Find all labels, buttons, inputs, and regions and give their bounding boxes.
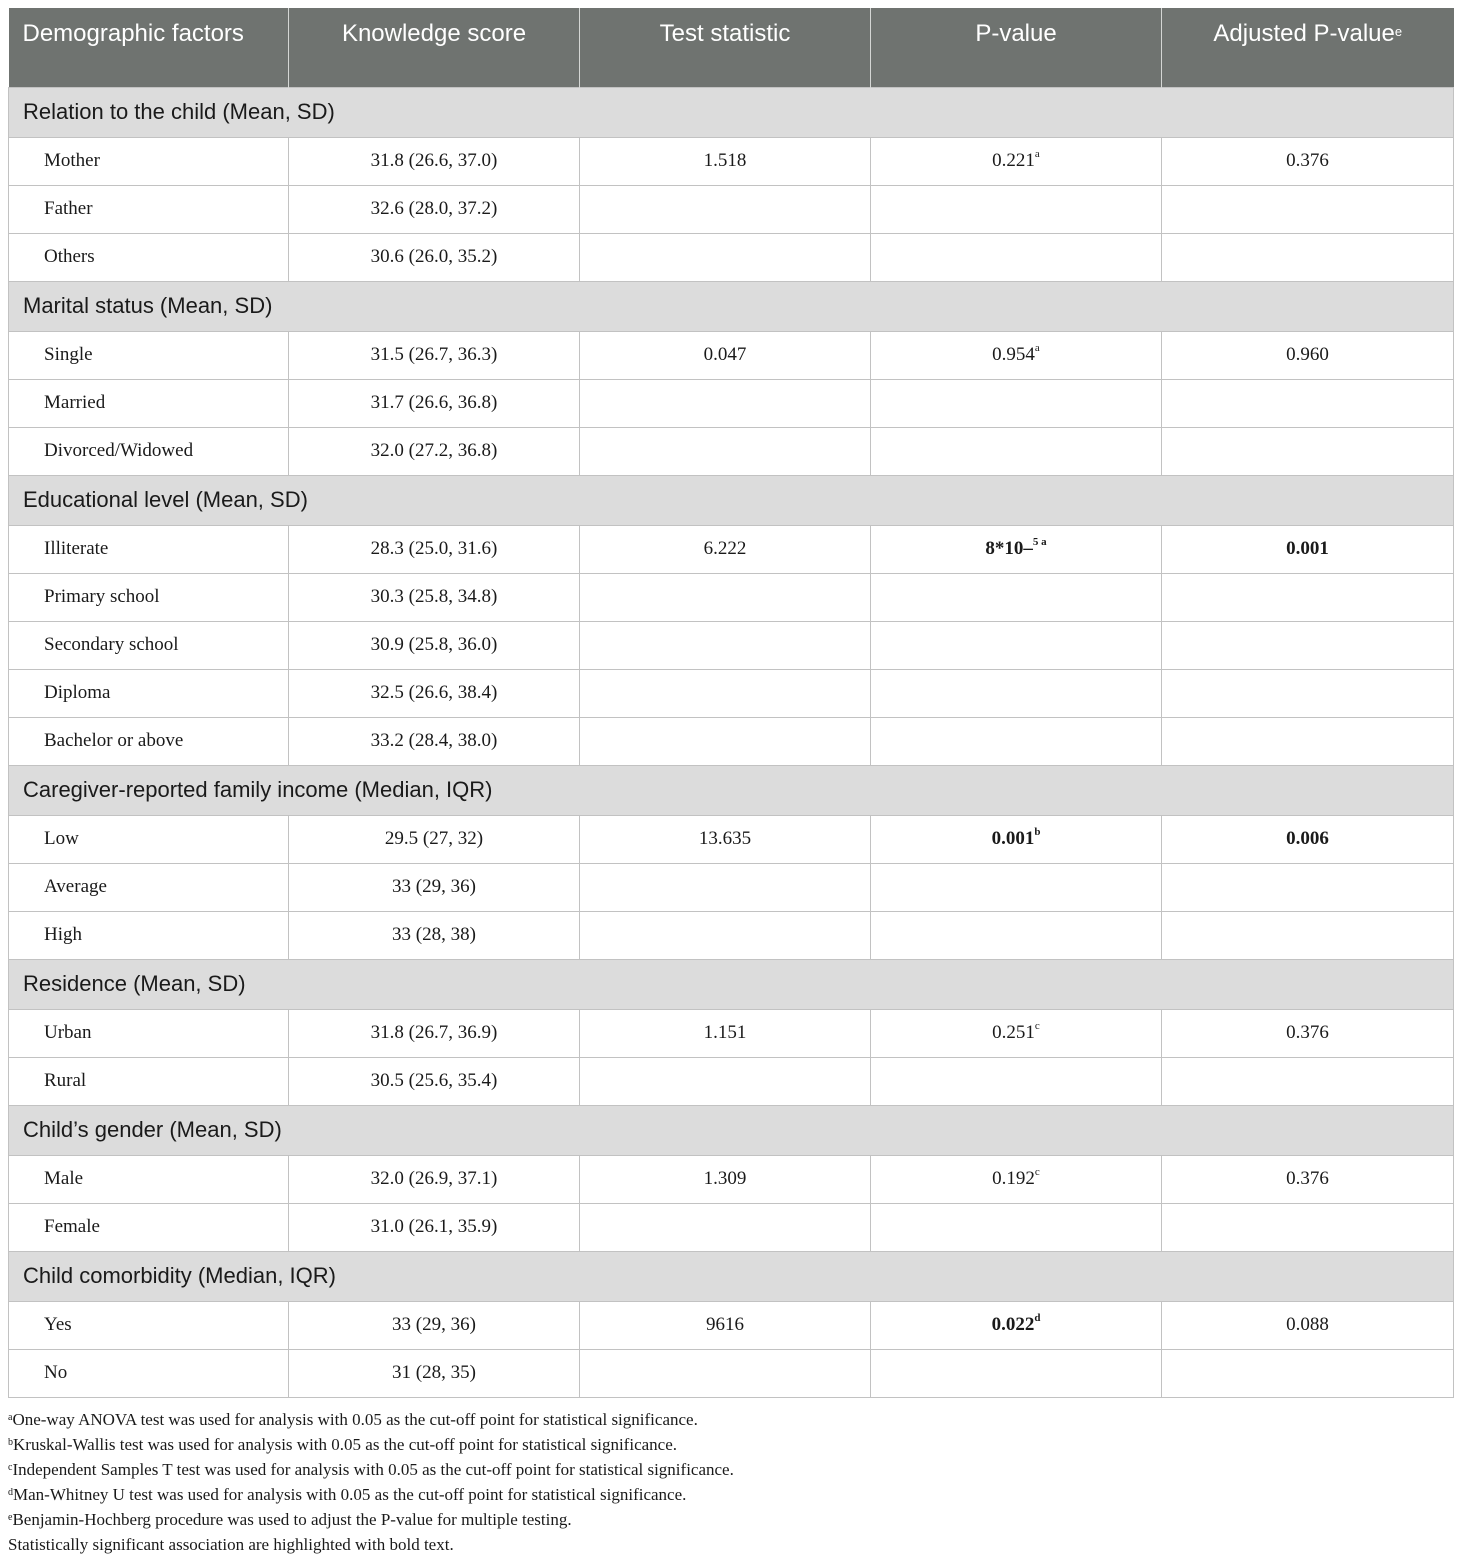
adjusted-p-value-cell: 0.376 [1162, 1155, 1454, 1203]
row-label: Illiterate [9, 525, 289, 573]
row-label: Father [9, 185, 289, 233]
section-header-row [9, 1105, 1454, 1155]
p-value-footnote-mark: 5 a [1032, 536, 1047, 548]
footnotes [8, 1407, 1453, 1557]
knowledge-score-cell: 31.8 (26.6, 37.0) [289, 137, 580, 185]
test-statistic-cell: 0.047 [580, 331, 871, 379]
adjusted-p-value-cell: 0.001 [1162, 525, 1454, 573]
test-statistic-cell [580, 379, 871, 427]
header-demographic-factors: Demographic factors [9, 8, 289, 87]
p-value-cell [871, 1057, 1162, 1105]
table-row [9, 1155, 1454, 1203]
row-label: Average [9, 863, 289, 911]
p-value-footnote-mark: a [1034, 342, 1040, 354]
footnote-text: Independent Samples T test was used for analysis with 0.05 as the cut-off point for statistical significance. [12, 1459, 734, 1479]
adjusted-p-value-cell: 0.088 [1162, 1301, 1454, 1349]
table-row [9, 525, 1454, 573]
p-value-text: 0.251 [992, 1022, 1035, 1043]
footnote-line [8, 1432, 1453, 1457]
section-header-row [9, 475, 1454, 525]
footnote-line [8, 1532, 1453, 1557]
section-title: Caregiver-reported family income (Median, IQR) [9, 765, 1454, 815]
adjusted-p-value-cell [1162, 573, 1454, 621]
table-row [9, 1203, 1454, 1251]
footnote-text: One-way ANOVA test was used for analysis with 0.05 as the cut-off point for statistical significance. [12, 1409, 698, 1429]
knowledge-score-cell: 30.3 (25.8, 34.8) [289, 573, 580, 621]
row-label: Single [9, 331, 289, 379]
test-statistic-cell [580, 1203, 871, 1251]
section-header-row [9, 765, 1454, 815]
p-value-cell [871, 573, 1162, 621]
knowledge-score-cell: 30.9 (25.8, 36.0) [289, 621, 580, 669]
p-value-cell [871, 1349, 1162, 1397]
knowledge-score-cell: 30.6 (26.0, 35.2) [289, 233, 580, 281]
header-adjusted-p-value: Adjusted P-value$^e$ [1162, 8, 1454, 87]
knowledge-score-cell: 31.5 (26.7, 36.3) [289, 331, 580, 379]
adjusted-p-value-cell: 0.006 [1162, 815, 1454, 863]
test-statistic-cell [580, 1349, 871, 1397]
p-value-cell [871, 379, 1162, 427]
footnote-text: Benjamin-Hochberg procedure was used to adjust the P-value for multiple testing. [12, 1509, 572, 1529]
adjusted-p-value-cell [1162, 863, 1454, 911]
table-row [9, 815, 1454, 863]
adjusted-p-value-cell [1162, 185, 1454, 233]
p-value-text: 0.001 [991, 828, 1035, 849]
row-label: Female [9, 1203, 289, 1251]
p-value-cell [871, 1301, 1162, 1349]
p-value-cell [871, 1155, 1162, 1203]
table-row [9, 233, 1454, 281]
header-row [9, 8, 1454, 87]
table-row [9, 863, 1454, 911]
knowledge-score-cell: 33 (29, 36) [289, 1301, 580, 1349]
test-statistic-cell [580, 427, 871, 475]
test-statistic-cell [580, 911, 871, 959]
table-row [9, 573, 1454, 621]
p-value-text: 0.221 [992, 150, 1035, 171]
p-value-cell [871, 331, 1162, 379]
knowledge-score-cell: 31.7 (26.6, 36.8) [289, 379, 580, 427]
knowledge-score-cell: 33 (28, 38) [289, 911, 580, 959]
row-label: Mother [9, 137, 289, 185]
demographics-table [8, 8, 1454, 1398]
footnote-line [8, 1482, 1453, 1507]
table-body [9, 87, 1454, 1397]
footnote-line [8, 1407, 1453, 1432]
row-label: Male [9, 1155, 289, 1203]
header-test-statistic: Test statistic [580, 8, 871, 87]
footnote-text: Kruskal-Wallis test was used for analysis with 0.05 as the cut-off point for statistical significance. [13, 1434, 677, 1454]
adjusted-p-value-cell [1162, 233, 1454, 281]
p-value-text: 0.954 [992, 344, 1035, 365]
table-row [9, 621, 1454, 669]
table-row [9, 331, 1454, 379]
table-row [9, 1301, 1454, 1349]
table-container [8, 8, 1453, 1557]
footnote-text: Statistically significant association are highlighted with bold text. [8, 1534, 454, 1554]
section-title: Child comorbidity (Median, IQR) [9, 1251, 1454, 1301]
table-row [9, 717, 1454, 765]
test-statistic-cell: 6.222 [580, 525, 871, 573]
row-label: Urban [9, 1009, 289, 1057]
p-value-cell [871, 1203, 1162, 1251]
adjusted-p-value-cell [1162, 621, 1454, 669]
header-p-value: P-value [871, 8, 1162, 87]
section-title: Educational level (Mean, SD) [9, 475, 1454, 525]
section-title: Marital status (Mean, SD) [9, 281, 1454, 331]
knowledge-score-cell: 33.2 (28.4, 38.0) [289, 717, 580, 765]
p-value-text: 0.192 [992, 1168, 1035, 1189]
knowledge-score-cell: 32.0 (27.2, 36.8) [289, 427, 580, 475]
table-row [9, 1009, 1454, 1057]
p-value-cell [871, 863, 1162, 911]
row-label: Yes [9, 1301, 289, 1349]
test-statistic-cell: 1.151 [580, 1009, 871, 1057]
p-value-footnote-mark: c [1034, 1166, 1040, 1178]
row-label: Divorced/Widowed [9, 427, 289, 475]
test-statistic-cell [580, 621, 871, 669]
row-label: Married [9, 379, 289, 427]
knowledge-score-cell: 30.5 (25.6, 35.4) [289, 1057, 580, 1105]
p-value-cell [871, 911, 1162, 959]
knowledge-score-cell: 32.0 (26.9, 37.1) [289, 1155, 580, 1203]
row-label: No [9, 1349, 289, 1397]
test-statistic-cell [580, 573, 871, 621]
adjusted-p-value-cell: 0.376 [1162, 137, 1454, 185]
test-statistic-cell: 13.635 [580, 815, 871, 863]
adjusted-p-value-cell [1162, 427, 1454, 475]
knowledge-score-cell: 31.0 (26.1, 35.9) [289, 1203, 580, 1251]
p-value-cell [871, 669, 1162, 717]
row-label: Primary school [9, 573, 289, 621]
footnote-mark: a [8, 1411, 13, 1423]
p-value-cell [871, 185, 1162, 233]
adjusted-p-value-cell [1162, 379, 1454, 427]
table-row [9, 427, 1454, 475]
section-title: Child’s gender (Mean, SD) [9, 1105, 1454, 1155]
knowledge-score-cell: 31.8 (26.7, 36.9) [289, 1009, 580, 1057]
adjusted-p-value-cell [1162, 1203, 1454, 1251]
p-value-footnote-mark: a [1034, 148, 1040, 160]
footnote-mark: d [8, 1486, 13, 1498]
adjusted-p-value-cell: 0.376 [1162, 1009, 1454, 1057]
row-label: Secondary school [9, 621, 289, 669]
adjusted-p-value-cell [1162, 1057, 1454, 1105]
header-knowledge-score: Knowledge score [289, 8, 580, 87]
table-row [9, 1349, 1454, 1397]
footnote-line [8, 1507, 1453, 1532]
p-value-cell [871, 815, 1162, 863]
p-value-cell [871, 427, 1162, 475]
adjusted-p-value-cell [1162, 1349, 1454, 1397]
adjusted-p-value-cell [1162, 911, 1454, 959]
test-statistic-cell [580, 1057, 871, 1105]
footnote-mark: e [8, 1511, 13, 1523]
test-statistic-cell [580, 185, 871, 233]
row-label: High [9, 911, 289, 959]
table-row [9, 669, 1454, 717]
p-value-footnote-mark: c [1034, 1020, 1040, 1032]
adjusted-p-value-cell: 0.960 [1162, 331, 1454, 379]
table-row [9, 137, 1454, 185]
knowledge-score-cell: 32.6 (28.0, 37.2) [289, 185, 580, 233]
section-header-row [9, 959, 1454, 1009]
adjusted-p-value-cell [1162, 717, 1454, 765]
knowledge-score-cell: 31 (28, 35) [289, 1349, 580, 1397]
p-value-footnote-mark: d [1034, 1312, 1041, 1324]
test-statistic-cell [580, 233, 871, 281]
p-value-cell [871, 525, 1162, 573]
p-value-cell [871, 233, 1162, 281]
test-statistic-cell: 1.309 [580, 1155, 871, 1203]
section-header-row [9, 281, 1454, 331]
test-statistic-cell [580, 863, 871, 911]
adjusted-p-value-cell [1162, 669, 1454, 717]
table-row [9, 185, 1454, 233]
knowledge-score-cell: 33 (29, 36) [289, 863, 580, 911]
test-statistic-cell: 1.518 [580, 137, 871, 185]
footnote-mark: c [8, 1461, 13, 1473]
table-row [9, 379, 1454, 427]
section-header-row [9, 1251, 1454, 1301]
p-value-text: 0.022 [991, 1314, 1035, 1335]
test-statistic-cell: 9616 [580, 1301, 871, 1349]
footnote-line [8, 1457, 1453, 1482]
knowledge-score-cell: 28.3 (25.0, 31.6) [289, 525, 580, 573]
p-value-text: 8*10– [985, 538, 1033, 559]
p-value-cell [871, 1009, 1162, 1057]
p-value-footnote-mark: b [1034, 826, 1041, 838]
footnote-mark: b [8, 1436, 13, 1448]
section-title: Relation to the child (Mean, SD) [9, 87, 1454, 137]
knowledge-score-cell: 32.5 (26.6, 38.4) [289, 669, 580, 717]
section-header-row [9, 87, 1454, 137]
table-row [9, 911, 1454, 959]
p-value-cell [871, 137, 1162, 185]
section-title: Residence (Mean, SD) [9, 959, 1454, 1009]
row-label: Others [9, 233, 289, 281]
footnote-text: Man-Whitney U test was used for analysis with 0.05 as the cut-off point for statistical significance. [13, 1484, 687, 1504]
p-value-cell [871, 717, 1162, 765]
table-row [9, 1057, 1454, 1105]
p-value-cell [871, 621, 1162, 669]
row-label: Diploma [9, 669, 289, 717]
test-statistic-cell [580, 669, 871, 717]
knowledge-score-cell: 29.5 (27, 32) [289, 815, 580, 863]
row-label: Bachelor or above [9, 717, 289, 765]
test-statistic-cell [580, 717, 871, 765]
row-label: Rural [9, 1057, 289, 1105]
row-label: Low [9, 815, 289, 863]
